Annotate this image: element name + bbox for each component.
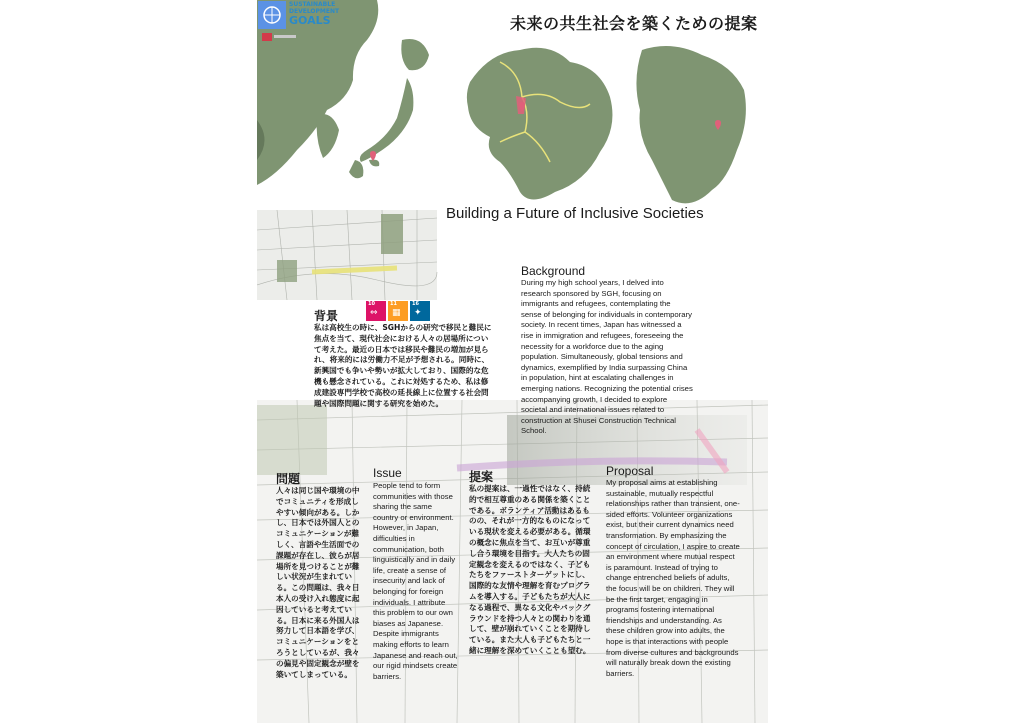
page-title-jp: 未来の共生社会を築くための提案 <box>510 14 758 33</box>
proposal-body-en: My proposal aims at establishing sustainable, mutually respectful relationships rather than transient, one-sided efforts. Volunteer organizations exist, but their current dynamics need transformation. By emphasizing the concept of circulation, I aspire to create an environment where mutual respect is paramount. Instead of trying to change entrenched beliefs of adults, the focus will be on children. They will be the first target, engaging in programs fostering international friendships and understanding. As these children grow into adults, the hope is that interactions with people from diverse cultures and backgrounds will naturally break down the existing barriers. <box>606 478 740 678</box>
sdg-icon-16: 16 ✦ <box>410 301 430 321</box>
city-map <box>632 40 750 210</box>
proposal-heading-jp: 提案 <box>469 470 494 484</box>
sdg-icon-11: 11 ▦ <box>388 301 408 321</box>
issue-body-en: People tend to form communities with those sharing the same country or environment. However, in Japan, difficulties in communication, both linguistically and in daily life, create a sense of insecurity and lack of belonging for foreign individuals. I attribute this problem to our own biases as Japanese. Despite immigrants making efforts to learn Japanese and reach out, our rigid mindsets create barriers. <box>373 481 458 681</box>
sdg-icon-10: 10 ⇔ <box>366 301 386 321</box>
peace-justice-icon: ✦ <box>414 308 422 318</box>
issue-heading-jp: 問題 <box>276 472 301 486</box>
page-title-en: Building a Future of Inclusive Societies <box>446 205 704 222</box>
proposal-body-jp: 私の提案は、一過性ではなく、持続的で相互尊重のある関係を築くことである。ボランティア活動はあるものの、それが一方的なものになっている現状を変える必要がある。循環の概念に焦点を当て、お互いが尊重し合う環境を目指す。大人たちの固定観念を変えるのではなく、子どもたちをファーストターゲットにし、国際的な友情や理解を育むプログラムを導入する。子どもたちが大人になる過程で、異なる文化やバックグラウンドを持つ人々との関わりを通して、壁が崩れていくことを期待している。また大人も子どもたちと一緒に理解を深めていくことも望む。 <box>469 484 591 655</box>
proposal-heading-en: Proposal <box>606 464 654 478</box>
issue-heading-en: Issue <box>373 466 402 480</box>
sub-logo <box>260 30 298 44</box>
background-heading-jp: 背景 <box>314 309 339 323</box>
sdg-line2: DEVELOPMENT <box>289 8 340 15</box>
background-body-jp: 私は高校生の時に、SGHからの研究で移民と難民に焦点を当て、現代社会における人々の居場所について考えた。最近の日本では移民や難民の増加が見られ、将来的には労働力不足が予想される。同時に、新興国でも争いや勢いが拡大しており、国際的な危機も懸念されている。これに対処するため、私は修成建設専門学校で高校の延長線上に位置する社会問題や国際問題に関する研究を始めた。 <box>314 323 492 408</box>
sustainable-cities-icon: ▦ <box>392 308 401 318</box>
sdg-line1: SUSTAINABLE <box>289 1 336 8</box>
sdg-logo <box>258 1 344 29</box>
background-body-en: During my high school years, I delved into research sponsored by SGH, focusing on immigrants and refugees, contemplating the sense of belonging for individuals in contemporary society. In recent times, Japan has witnessed a rise in immigration and refugees, foreseeing the necessity for a workforce due to the aging population. Simultaneously, global tensions and dynamics, exemplified by India surpassing China in population, hint at escalating challenges in emerging nations. Recognizing the potential crises accompanying growth, I decided to explore societal and international issues related to construction at Shusei Construction Technical School. <box>521 278 693 436</box>
sdg-line3: GOALS <box>289 14 331 27</box>
background-heading-en: Background <box>521 264 586 278</box>
issue-body-jp: 人々は同じ国や環境の中でコミュニティを形成しやすい傾向がある。しかし、日本では外国人とのコミュニケーションが難しく、言語や生活面での課題が存在し、彼らが居場所を見つけることが難しい状況が生まれている。この問題は、我々日本人の受け入れ態度に起因していると考えている。日本に来る外国人は努力して日本語を学び、コミュニケーションをとろうとしているが、我々の偏見や固定観念が壁を築いてしまっている。 <box>276 486 360 679</box>
reduced-inequalities-icon: ⇔ <box>370 308 378 318</box>
sdg-icons <box>366 301 430 321</box>
kansai-map <box>460 42 620 207</box>
